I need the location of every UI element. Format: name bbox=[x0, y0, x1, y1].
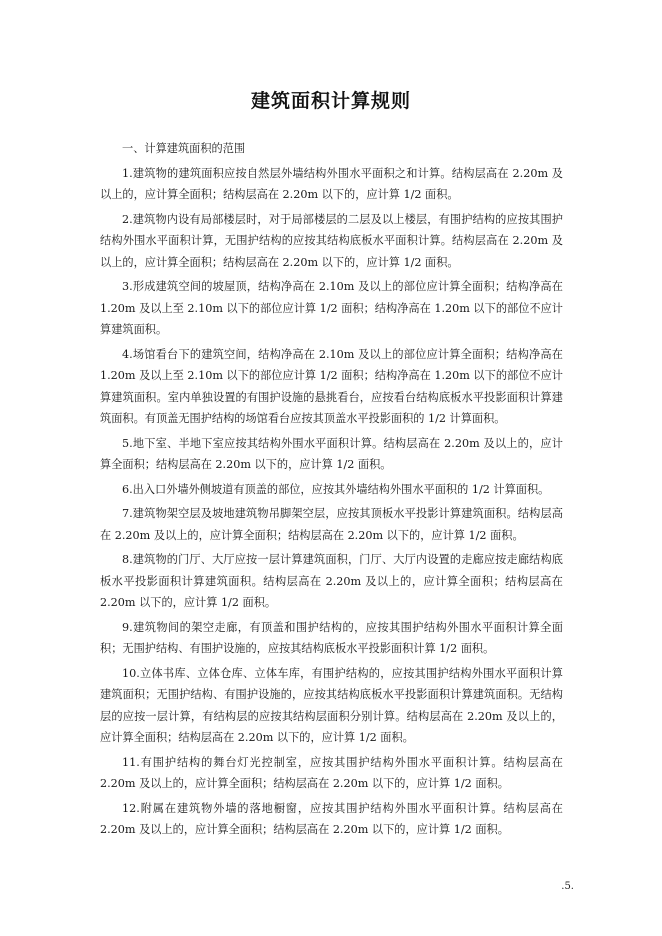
page-number: .5. bbox=[561, 881, 574, 892]
paragraph-11: 11.有围护结构的舞台灯光控制室，应按其围护结构外围水平面积计算。结构层高在 2.20m 及以上的，应计算全面积；结构层高在 2.20m 以下的，应计算 1/2 面积。 bbox=[100, 755, 563, 790]
paragraph-10: 10.立体书库、立体仓库、立体车库，有围护结构的，应按其围护结构外围水平面积计算建筑面积；无围护结构、有围护设施的，应按其结构底板水平投影面积计算建筑面积。无结构层的应按一层计算，有结构层的应按其结构层面积分别计算。结构层高在 2.20m 及以上的，应计算全面积；结构层高在 2.20m 以下的，应计算 1/2 面积。 bbox=[100, 666, 563, 744]
paragraph-1: 1.建筑物的建筑面积应按自然层外墙结构外围水平面积之和计算。结构层高在 2.20m 及以上的，应计算全面积；结构层高在 2.20m 以下的，应计算 1/2 面积。 bbox=[100, 166, 563, 201]
document-body bbox=[100, 138, 563, 844]
paragraph-9: 9.建筑物间的架空走廊，有顶盖和围护结构的，应按其围护结构外围水平面积计算全面积；无围护结构、有围护设施的，应按其结构底板水平投影面积计算 1/2 面积。 bbox=[100, 620, 563, 655]
paragraph-4: 4.场馆看台下的建筑空间，结构净高在 2.10m 及以上的部位应计算全面积；结构净高在 1.20m 及以上至 2.10m 以下的部位应计算 1/2 面积；结构净高在 1.20m 以下的部位不应计算建筑面积。室内单独设置的有围护设施的悬挑看台，应按看台结构底板水平投影面积计算建筑面积。有顶盖无围护结构的场馆看台应按其顶盖水平投影面积的 1/2 计算面积。 bbox=[100, 347, 563, 425]
paragraph-12: 12.附属在建筑物外墙的落地橱窗，应按其围护结构外围水平面积计算。结构层高在 2.20m 及以上的，应计算全面积；结构层高在 2.20m 以下的，应计算 1/2 面积。 bbox=[100, 801, 563, 836]
paragraph-3: 3.形成建筑空间的坡屋顶，结构净高在 2.10m 及以上的部位应计算全面积；结构净高在 1.20m 及以上至 2.10m 以下的部位应计算 1/2 面积；结构净高在 1.20m 以下的部位不应计算建筑面积。 bbox=[100, 280, 563, 336]
paragraph-2: 2.建筑物内设有局部楼层时，对于局部楼层的二层及以上楼层，有围护结构的应按其围护结构外围水平面积计算，无围护结构的应按其结构底板水平面积计算。结构层高在 2.20m 及以上的，应计算全面积；结构层高在 2.20m 以下的，应计算 1/2 面积。 bbox=[100, 212, 563, 269]
paragraph-6: 6.出入口外墙外侧坡道有顶盖的部位，应按其外墙结构外围水平面积的 1/2 计算面积。 bbox=[122, 482, 550, 496]
paragraph-5: 5.地下室、半地下室应按其结构外围水平面积计算。结构层高在 2.20m 及以上的，应计算全面积；结构层高在 2.20m 以下的，应计算 1/2 面积。 bbox=[100, 436, 563, 471]
paragraph-7: 7.建筑物架空层及坡地建筑物吊脚架空层，应按其顶板水平投影计算建筑面积。结构层高在 2.20m 及以上的，应计算全面积；结构层高在 2.20m 以下的，应计算 1/2 面积。 bbox=[100, 507, 563, 542]
page-title: 建筑面积计算规则 bbox=[250, 90, 411, 112]
section-heading: 一、计算建筑面积的范围 bbox=[122, 142, 246, 155]
paragraph-8: 8.建筑物的门厅、大厅应按一层计算建筑面积，门厅、大厅内设置的走廊应按走廊结构底板水平投影面积计算建筑面积。结构层高在 2.20m 及以上的，应计算全面积；结构层高在 2.20m 以下的，应计算 1/2 面积。 bbox=[100, 553, 563, 609]
